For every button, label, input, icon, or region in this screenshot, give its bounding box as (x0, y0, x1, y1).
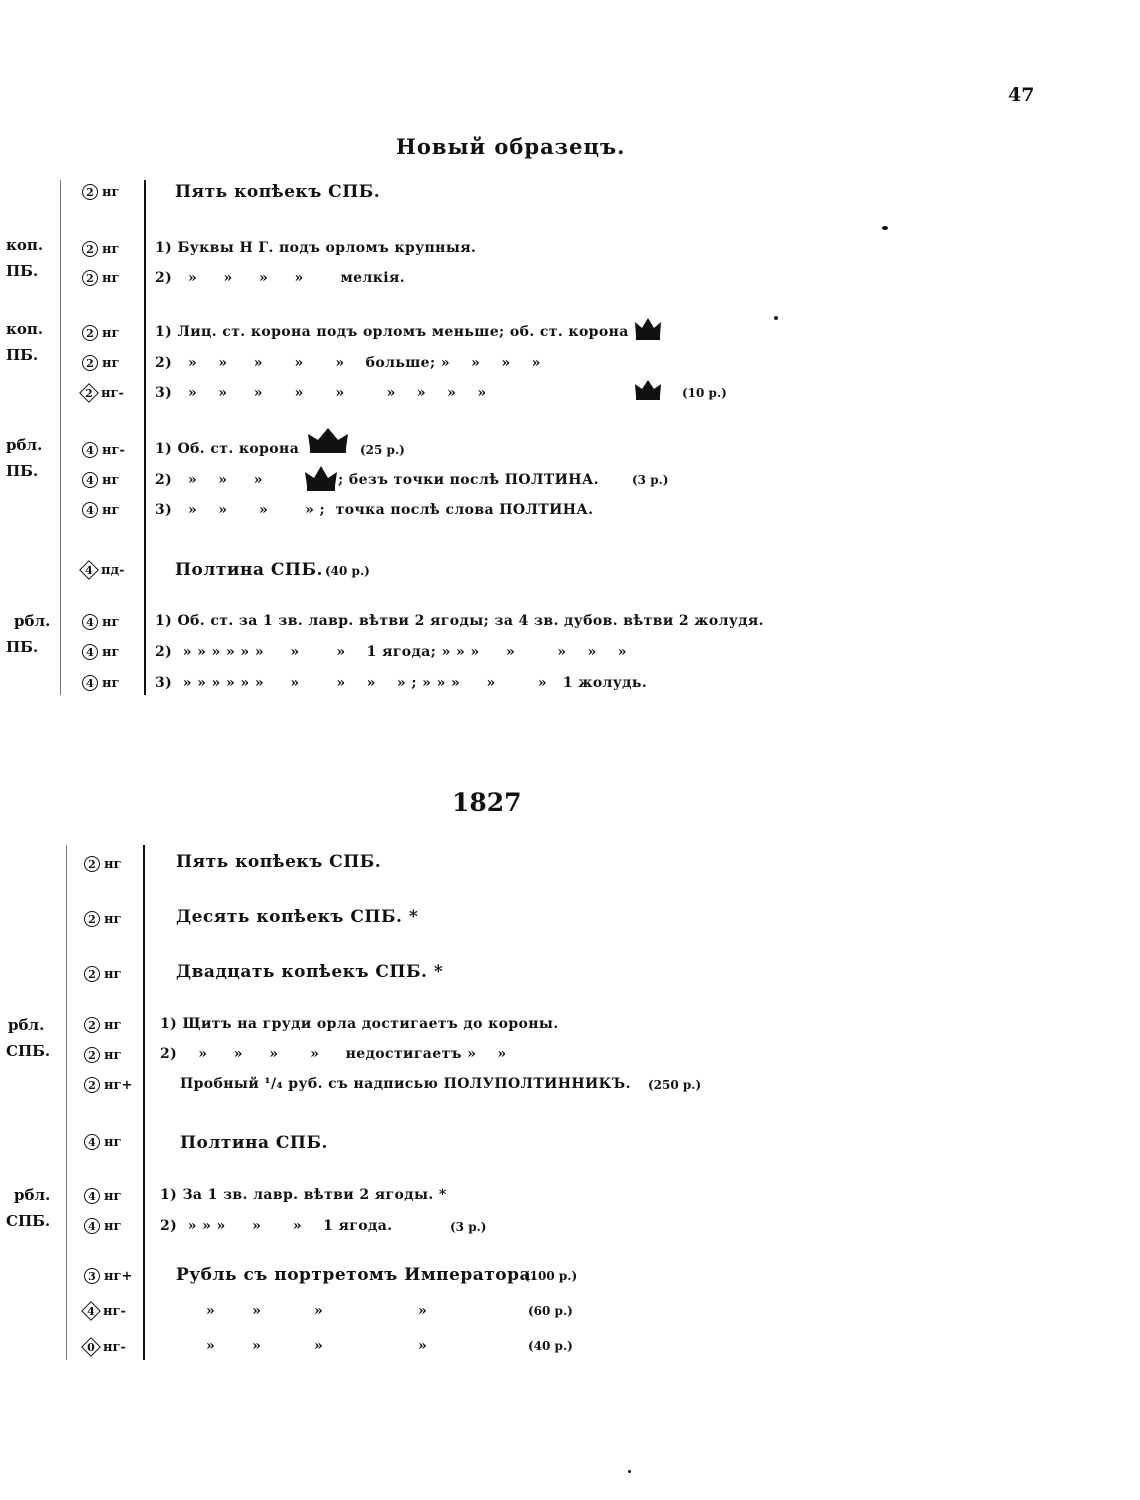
speck (882, 226, 888, 230)
variety-line: Пробный ¹/₄ руб. съ надписью ПОЛУПОЛТИННИКЪ. (180, 1076, 631, 1092)
circle-icon: 2 (82, 355, 98, 371)
speck (628, 1470, 631, 1473)
circle-icon: 4 (82, 644, 98, 660)
variety-line: 1) За 1 зв. лавр. вѣтви 2 ягоды. * (160, 1187, 447, 1203)
circle-icon: 2 (84, 1017, 100, 1033)
variety-line: 2) » » » » мелкія. (155, 270, 406, 286)
margin-denomination: рбл. (14, 1186, 51, 1204)
margin-denomination: рбл. (8, 1016, 45, 1034)
circle-icon: 4 (82, 614, 98, 630)
variety-line: 2) » » » » » больше; » » » » (155, 355, 541, 371)
grade-code: 2 нг (84, 966, 121, 982)
entry-title: Полтина СПБ. (180, 1133, 328, 1153)
crown-icon (302, 462, 340, 494)
circle-icon: 4 (84, 1218, 100, 1234)
price: (100 р.) (524, 1269, 578, 1283)
circle-icon: 4 (82, 442, 98, 458)
column-rule (144, 180, 146, 695)
variety-line: 1) Щитъ на груди орла достигаетъ до короны. (160, 1016, 559, 1032)
crown-icon (632, 314, 664, 342)
variety-line: ; безъ точки послѣ ПОЛТИНА. (338, 472, 599, 488)
grade-code: 2 нг (84, 1047, 121, 1063)
margin-denomination: коп. (6, 236, 44, 254)
page-number: 47 (1008, 84, 1035, 106)
grade-code: 4 нг (84, 1188, 121, 1204)
grade-code: 2 нг (82, 355, 119, 371)
margin-denomination: рбл. (6, 436, 43, 454)
variety-line: 3) » » » » » » » » » (155, 385, 487, 401)
grade-code: 4 пд- (80, 561, 125, 579)
price: (10 р.) (682, 386, 727, 400)
variety-line: 1) Буквы Н Г. подъ орломъ крупныя. (155, 240, 477, 256)
margin-mint: ПБ. (6, 638, 39, 656)
ditto-line: » » » » (206, 1303, 428, 1319)
grade-code: 4 нг (82, 502, 119, 518)
price: (40 р.) (528, 1339, 573, 1353)
grade-code: 2 нг (82, 325, 119, 341)
entry-title: Десять копѣекъ СПБ. * (176, 907, 419, 927)
circle-icon: 4 (84, 1188, 100, 1204)
speck (774, 316, 778, 320)
diamond-icon: 2 (80, 384, 98, 402)
circle-icon: 4 (82, 472, 98, 488)
variety-line: 2) » » » » » 1 ягода. (160, 1218, 393, 1234)
circle-icon: 2 (82, 241, 98, 257)
margin-mint: ПБ. (6, 346, 39, 364)
entry-title: Полтина СПБ. (175, 560, 323, 580)
circle-icon: 2 (84, 856, 100, 872)
crown-icon (304, 424, 352, 456)
circle-icon: 2 (82, 184, 98, 200)
price: (25 р.) (360, 443, 405, 457)
grade-code: 4 нг- (82, 442, 125, 458)
crown-icon (632, 376, 664, 402)
circle-icon: 2 (82, 270, 98, 286)
variety-line: 1) Лиц. ст. корона подъ орломъ меньше; об. ст. корона (155, 324, 629, 340)
left-rule (66, 845, 67, 1360)
grade-code: 2 нг (84, 911, 121, 927)
grade-code: 2 нг (82, 270, 119, 286)
diamond-icon: 4 (80, 561, 98, 579)
circle-icon: 4 (84, 1134, 100, 1150)
variety-line: 2) » » » » недостигаетъ » » (160, 1046, 507, 1062)
grade-code: 0 нг- (82, 1338, 126, 1356)
column-rule (143, 845, 145, 1360)
variety-line: 3) » » » » ; точка послѣ слова ПОЛТИНА. (155, 502, 594, 518)
grade-code: 2 нг (82, 241, 119, 257)
price: (3 р.) (450, 1220, 487, 1234)
circle-icon: 4 (82, 675, 98, 691)
price: (250 р.) (648, 1078, 702, 1092)
margin-mint: СПБ. (6, 1212, 51, 1230)
entry-title: Пять копѣекъ СПБ. (176, 852, 382, 872)
grade-code: 4 нг (84, 1218, 121, 1234)
circle-icon: 4 (82, 502, 98, 518)
variety-line: 1) Об. ст. за 1 зв. лавр. вѣтви 2 ягоды; за 4 зв. дубов. вѣтви 2 жолудя. (155, 613, 764, 629)
variety-line: 3) » » » » » » » » » » ; » » » » » 1 жолудь. (155, 675, 648, 691)
grade-code: 4 нг- (82, 1302, 126, 1320)
diamond-icon: 0 (82, 1338, 100, 1356)
margin-denomination: коп. (6, 320, 44, 338)
entry-title: Рубль съ портретомъ Императора. (176, 1265, 538, 1285)
circle-icon: 2 (84, 1077, 100, 1093)
variety-line: 2) » » » » » » » » 1 ягода; » » » » » » » (155, 644, 627, 660)
grade-code: 3 нг+ (84, 1268, 132, 1284)
grade-code: 2 нг+ (84, 1077, 132, 1093)
margin-mint: ПБ. (6, 262, 39, 280)
variety-line: 1) Об. ст. корона (155, 441, 300, 457)
grade-code: 4 нг (82, 614, 119, 630)
grade-code: 2 нг (84, 1017, 121, 1033)
margin-mint: ПБ. (6, 462, 39, 480)
price: (60 р.) (528, 1304, 573, 1318)
grade-code: 4 нг (82, 472, 119, 488)
variety-line: 2) » » » (155, 472, 263, 488)
price: (40 р.) (325, 564, 370, 578)
section-heading: Новый образецъ. (396, 134, 626, 159)
margin-denomination: рбл. (14, 612, 51, 630)
circle-icon: 2 (84, 911, 100, 927)
left-rule (60, 180, 61, 695)
grade-code: 2 нг (84, 856, 121, 872)
entry-title: Пять копѣекъ СПБ. (175, 182, 381, 202)
circle-icon: 2 (84, 1047, 100, 1063)
diamond-icon: 4 (82, 1302, 100, 1320)
circle-icon: 3 (84, 1268, 100, 1284)
grade-code: 2 нг- (80, 384, 124, 402)
grade-code: 2 нг (82, 184, 119, 200)
circle-icon: 2 (84, 966, 100, 982)
grade-code: 4 нг (82, 644, 119, 660)
margin-mint: СПБ. (6, 1042, 51, 1060)
entry-title: Двадцать копѣекъ СПБ. * (176, 962, 444, 982)
ditto-line: » » » » (206, 1338, 428, 1354)
year-heading: 1827 (452, 788, 522, 817)
grade-code: 4 нг (84, 1134, 121, 1150)
grade-code: 4 нг (82, 675, 119, 691)
price: (3 р.) (632, 473, 669, 487)
circle-icon: 2 (82, 325, 98, 341)
